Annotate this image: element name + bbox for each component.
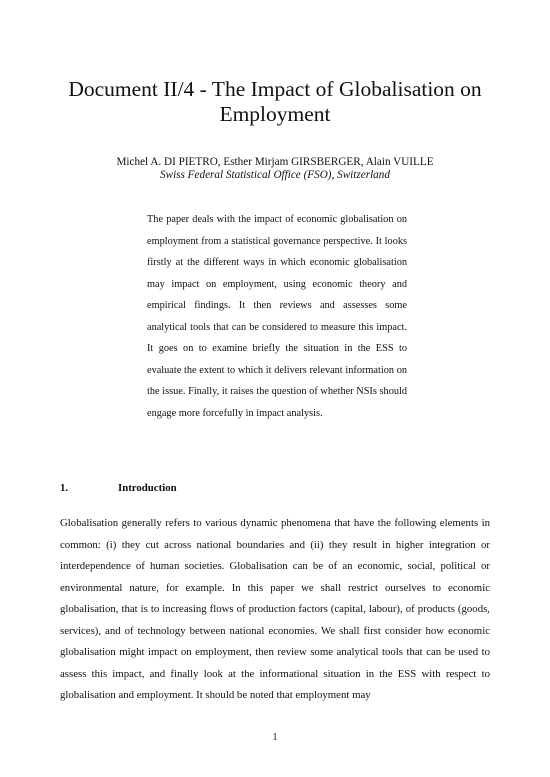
author-list: Michel A. DI PIETRO, Esther Mirjam GIRSBERGER, Alain VUILLE xyxy=(116,156,434,168)
abstract: The paper deals with the impact of economic globalisation on employment from a statistical governance perspective. It looks firstly at the different ways in which economic globalisation may impact on employment, using economic theory and empirical findings. It then reviews and assesses some analytical tools that can be considered to measure this impact. It goes on to examine briefly the situation in the ESS to evaluate the extent to which it delivers relevant information on the issue. Finally, it raises the question of whether NSIs should engage more forcefully in impact analysis. xyxy=(147,214,407,419)
section-heading xyxy=(60,482,490,494)
document-title: Document II/4 - The Impact of Globalisation on Employment xyxy=(68,77,482,126)
section-title: Introduction xyxy=(118,482,177,494)
body-paragraph: Globalisation generally refers to various dynamic phenomena that have the following elements in common: (i) they cut across national boundaries and (ii) they result in higher integration or interdependence of human societies. Globalisation can be of an economic, social, political or environmental nature, for example. In this paper we shall restrict ourselves to economic globalisation, that is to increasing flows of production factors (capital, labour), of products (goods, services), and of technology between national economies. We shall first consider how economic globalisation might impact on employment, then review some analytical tools that can be used to assess this impact, and finally look at the informational situation in the ESS with respect to globalisation and employment. It should be noted that employment may xyxy=(60,517,490,701)
page-number: 1 xyxy=(272,732,278,743)
author-affiliation: Swiss Federal Statistical Office (FSO), Switzerland xyxy=(160,169,390,181)
section-number: 1. xyxy=(60,482,69,494)
